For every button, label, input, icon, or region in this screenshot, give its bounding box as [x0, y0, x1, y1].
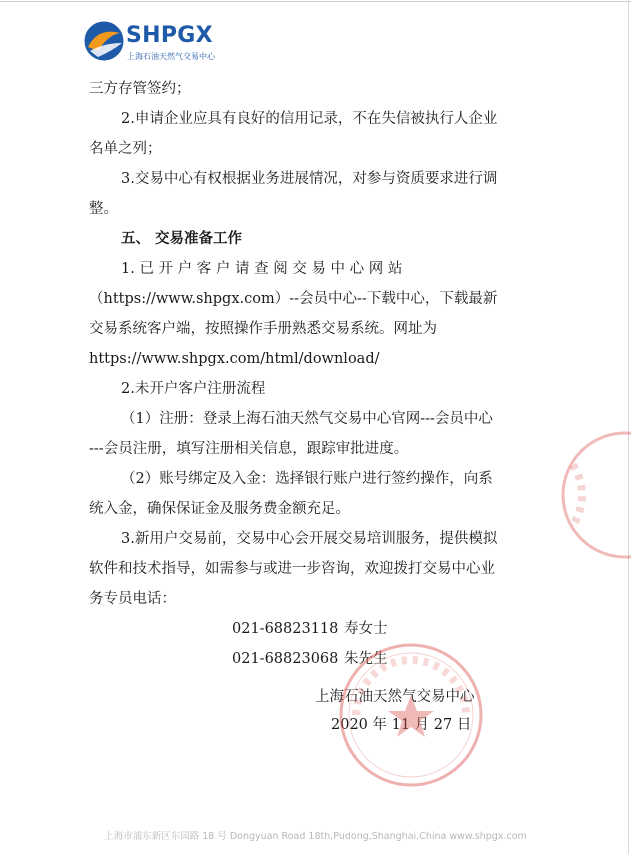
- paragraph-line: 统入金，确保保证金及服务费金额充足。: [89, 501, 350, 517]
- paragraph-line: 3.新用户交易前，交易中心会开展交易培训服务，提供模拟: [121, 531, 498, 547]
- paragraph-line: 软件和技术指导，如需参与或进一步咨询，欢迎拨打交易中心业: [89, 561, 495, 577]
- paragraph-line: 整。: [89, 201, 118, 217]
- paragraph-line: （https://www.shpgx.com）--会员中心--下载中心，下载最新: [89, 291, 498, 307]
- paragraph-line: 交易系统客户端，按照操作手册熟悉交易系统。网址为: [89, 321, 437, 337]
- download-url: https://www.shpgx.com/html/download/: [89, 351, 380, 367]
- shpgx-logo: [84, 20, 214, 66]
- page-top-border: [0, 1, 631, 2]
- paragraph-line: 3.交易中心有权根据业务进展情况，对参与资质要求进行调: [121, 171, 498, 187]
- paragraph-line: 2.申请企业应具有良好的信用记录，不在失信被执行人企业: [121, 111, 498, 127]
- page-footer: 上海市浦东新区东园路 18 号 Dongyuan Road 18th,Pudong,Shanghai,China www.shpgx.com: [104, 831, 527, 842]
- paragraph-line: 务专员电话：: [89, 591, 176, 607]
- paragraph-line: （2）账号绑定及入金：选择银行账户进行签约操作，向系: [121, 471, 493, 487]
- paragraph-line: 三方存管签约；: [89, 81, 191, 97]
- logo-subtitle: 上海石油天然气交易中心: [127, 52, 215, 61]
- paragraph-line: 名单之列；: [89, 141, 162, 157]
- official-seal-icon: [336, 640, 486, 790]
- paragraph-line: ---会员注册，填写注册相关信息，跟踪审批进度。: [89, 441, 409, 457]
- contact-name: 朱先生: [344, 651, 388, 667]
- contact-name: 寿女士: [344, 621, 388, 637]
- paragraph-line: 1. 已 开 户 客 户 请 查 阅 交 易 中 心 网 站: [121, 261, 403, 277]
- section-heading: 五、 交易准备工作: [121, 231, 243, 247]
- logo-wordmark: SHPGX: [126, 23, 213, 48]
- paragraph-line: 2.未开户客户注册流程: [121, 381, 266, 397]
- paragraph-line: （1）注册：登录上海石油天然气交易中心官网---会员中心: [121, 411, 493, 427]
- contact-phone: 021-68823068: [232, 651, 339, 667]
- partial-seal-icon: [555, 425, 631, 565]
- contact-phone: 021-68823118: [232, 621, 339, 637]
- signature-date: 2020 年 11 月 27 日: [331, 717, 472, 733]
- signature-org: 上海石油天然气交易中心: [315, 689, 475, 705]
- logo-globe-icon: [84, 21, 124, 61]
